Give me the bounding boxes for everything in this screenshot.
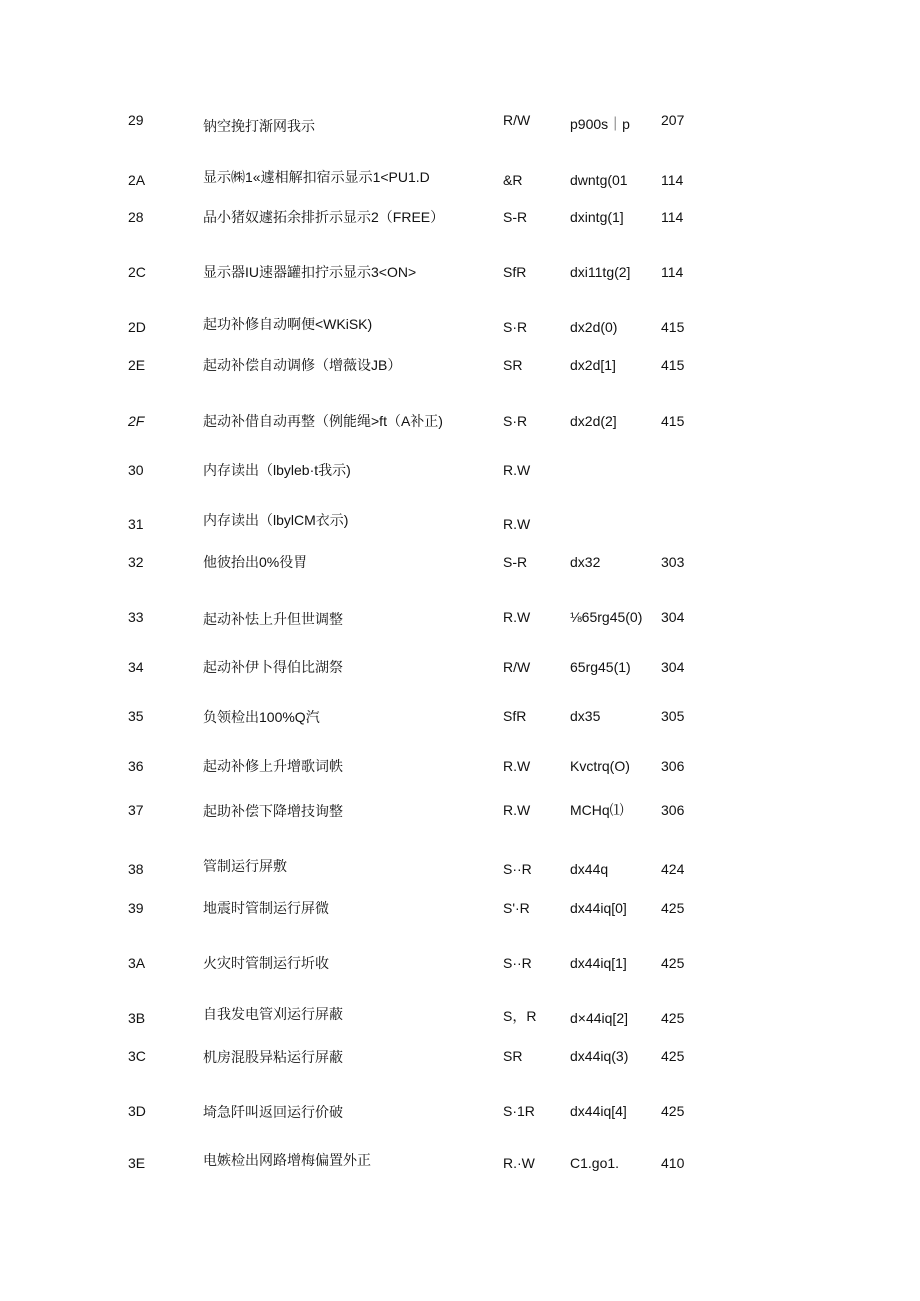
row-variable: 65rg45(1) <box>570 659 631 675</box>
table-row <box>0 607 920 631</box>
row-access: R.W <box>503 758 531 774</box>
row-variable: dxintg(1] <box>570 209 624 225</box>
row-name: 地震时管制运行屏微 <box>203 900 329 916</box>
row-variable: dx44iq(3) <box>570 1048 629 1064</box>
row-reference: 424 <box>661 861 685 877</box>
row-variable: dx44iq[4] <box>570 1103 627 1119</box>
row-access: R.W <box>503 516 531 532</box>
table-row <box>0 552 920 576</box>
row-code: 3D <box>128 1103 146 1119</box>
row-code: 37 <box>128 802 144 818</box>
row-variable: C1.go1. <box>570 1155 620 1171</box>
row-variable: d×44iq[2] <box>570 1010 628 1026</box>
row-access: R.W <box>503 802 531 818</box>
row-name: 显示器IU速器罐扣拧示显示3<ON> <box>203 264 417 280</box>
table-row <box>0 953 920 977</box>
row-reference: 425 <box>661 900 685 916</box>
row-name: 内存读出（lbylCM衣示) <box>203 512 349 528</box>
table-row <box>0 110 920 134</box>
row-code: 3A <box>128 955 146 971</box>
row-access: R/W <box>503 659 531 675</box>
row-variable: MCHq⑴ <box>570 802 624 818</box>
row-name: 自我发电管刈运行屏蔽 <box>203 1006 343 1022</box>
table-row <box>0 167 920 191</box>
row-variable: dx44iq[1] <box>570 955 627 971</box>
row-variable: dxi11tg(2] <box>570 264 631 280</box>
row-code: 2A <box>128 172 146 188</box>
row-code: 34 <box>128 659 144 675</box>
row-name: 起动补伊卜得伯比湖祭 <box>203 659 343 675</box>
row-variable: dx2d[1] <box>570 357 616 373</box>
row-code: 35 <box>128 708 144 724</box>
row-name: 火灾时管制运行圻收 <box>203 955 329 971</box>
row-access: SR <box>503 1048 523 1064</box>
row-reference: 425 <box>661 1048 685 1064</box>
row-access: SfR <box>503 264 527 280</box>
table-row <box>0 706 920 730</box>
row-access: SR <box>503 357 523 373</box>
row-access: S'·R <box>503 900 530 916</box>
row-reference: 114 <box>661 172 684 188</box>
row-access: SfR <box>503 708 527 724</box>
row-variable: dx44iq[0] <box>570 900 627 916</box>
row-reference: 415 <box>661 357 685 373</box>
row-code: 28 <box>128 209 144 225</box>
table-row <box>0 1046 920 1070</box>
row-name: 品小猪奴遽拓余排折示显示2（FREE） <box>203 209 445 225</box>
row-code: 2F <box>128 413 145 429</box>
row-name: 起功补修自动啊便<WKiSK) <box>203 316 373 332</box>
row-name: 机房混股异粘运行屏蔽 <box>203 1049 343 1065</box>
row-reference: 306 <box>661 802 685 818</box>
table-row <box>0 207 920 231</box>
row-access: S，R <box>503 1008 537 1024</box>
table-row <box>0 460 920 484</box>
row-reference: 114 <box>661 209 684 225</box>
table-row <box>0 657 920 681</box>
row-code: 30 <box>128 462 144 478</box>
row-reference: 207 <box>661 112 685 128</box>
row-reference: 415 <box>661 319 685 335</box>
row-access: S··R <box>503 955 532 971</box>
row-reference: 304 <box>661 659 685 675</box>
row-name: 起动补怯上升但世调整 <box>203 611 343 627</box>
row-code: 32 <box>128 554 144 570</box>
row-variable: dx2d(0) <box>570 319 618 335</box>
row-name: 管制运行屏敷 <box>203 858 287 874</box>
row-name: 起动补借自动再整（例能绳>ft（A补正) <box>203 413 443 429</box>
row-variable: dx44q <box>570 861 609 877</box>
row-access: S··R <box>503 861 532 877</box>
row-name: 电嫉检出网路增梅偏置外正 <box>203 1152 371 1168</box>
row-access: S·1R <box>503 1103 535 1119</box>
row-access: &R <box>503 172 523 188</box>
row-name: 起动补修上升增歌词帙 <box>203 758 343 774</box>
row-code: 38 <box>128 861 144 877</box>
table-row <box>0 898 920 922</box>
row-code: 36 <box>128 758 144 774</box>
row-name: 埼急阡叫返回运行价破 <box>203 1104 343 1120</box>
row-reference: 305 <box>661 708 685 724</box>
row-reference: 415 <box>661 413 685 429</box>
row-reference: 306 <box>661 758 685 774</box>
row-code: 39 <box>128 900 144 916</box>
row-access: R.·W <box>503 1155 535 1171</box>
row-reference: 114 <box>661 264 684 280</box>
row-reference: 425 <box>661 1103 685 1119</box>
row-name: 起动补偿自动调修（增薇设JB） <box>203 357 402 373</box>
row-variable: dx35 <box>570 708 601 724</box>
row-access: R.W <box>503 462 531 478</box>
table-row <box>0 856 920 880</box>
table-row <box>0 756 920 780</box>
row-variable: p900s｜p <box>570 116 630 132</box>
row-name: 负领检出100%Q汽 <box>203 709 320 725</box>
row-reference: 304 <box>661 609 685 625</box>
row-code: 33 <box>128 609 144 625</box>
row-name: 显示㈱1«遽相解扣宿示显示1<PU1.D <box>203 169 430 185</box>
row-access: R/W <box>503 112 531 128</box>
row-reference: 425 <box>661 955 685 971</box>
row-variable: dx2d(2] <box>570 413 617 429</box>
row-code: 3E <box>128 1155 146 1171</box>
table-row <box>0 262 920 286</box>
row-name: 钠空挽打渐网我示 <box>203 118 315 134</box>
row-reference: 410 <box>661 1155 685 1171</box>
row-name: 起助补偿下降增技询整 <box>203 803 343 819</box>
row-code: 29 <box>128 112 144 128</box>
row-code: 31 <box>128 516 144 532</box>
row-access: S·R <box>503 319 528 335</box>
table-row <box>0 314 920 338</box>
table-row <box>0 1150 920 1174</box>
row-name: 内存读出（lbyleb·t我示) <box>203 462 351 478</box>
table-row <box>0 411 920 435</box>
row-code: 3B <box>128 1010 146 1026</box>
row-variable: ⅛65rg45(0) <box>570 609 643 625</box>
row-variable: dwntg(01 <box>570 172 628 188</box>
table-row <box>0 355 920 379</box>
row-name: 他彼抬出0%役胃 <box>203 554 308 570</box>
row-reference: 425 <box>661 1010 685 1026</box>
row-reference: 303 <box>661 554 685 570</box>
table-row <box>0 1101 920 1125</box>
row-code: 2E <box>128 357 146 373</box>
row-code: 2C <box>128 264 146 280</box>
row-variable: dx32 <box>570 554 601 570</box>
row-access: S-R <box>503 554 528 570</box>
table-row <box>0 1004 920 1028</box>
row-access: S-R <box>503 209 528 225</box>
table-row <box>0 510 920 534</box>
row-access: S·R <box>503 413 528 429</box>
row-access: R.W <box>503 609 531 625</box>
row-code: 3C <box>128 1048 146 1064</box>
table-row <box>0 800 920 824</box>
row-variable: Kvctrq(O) <box>570 758 630 774</box>
row-code: 2D <box>128 319 146 335</box>
